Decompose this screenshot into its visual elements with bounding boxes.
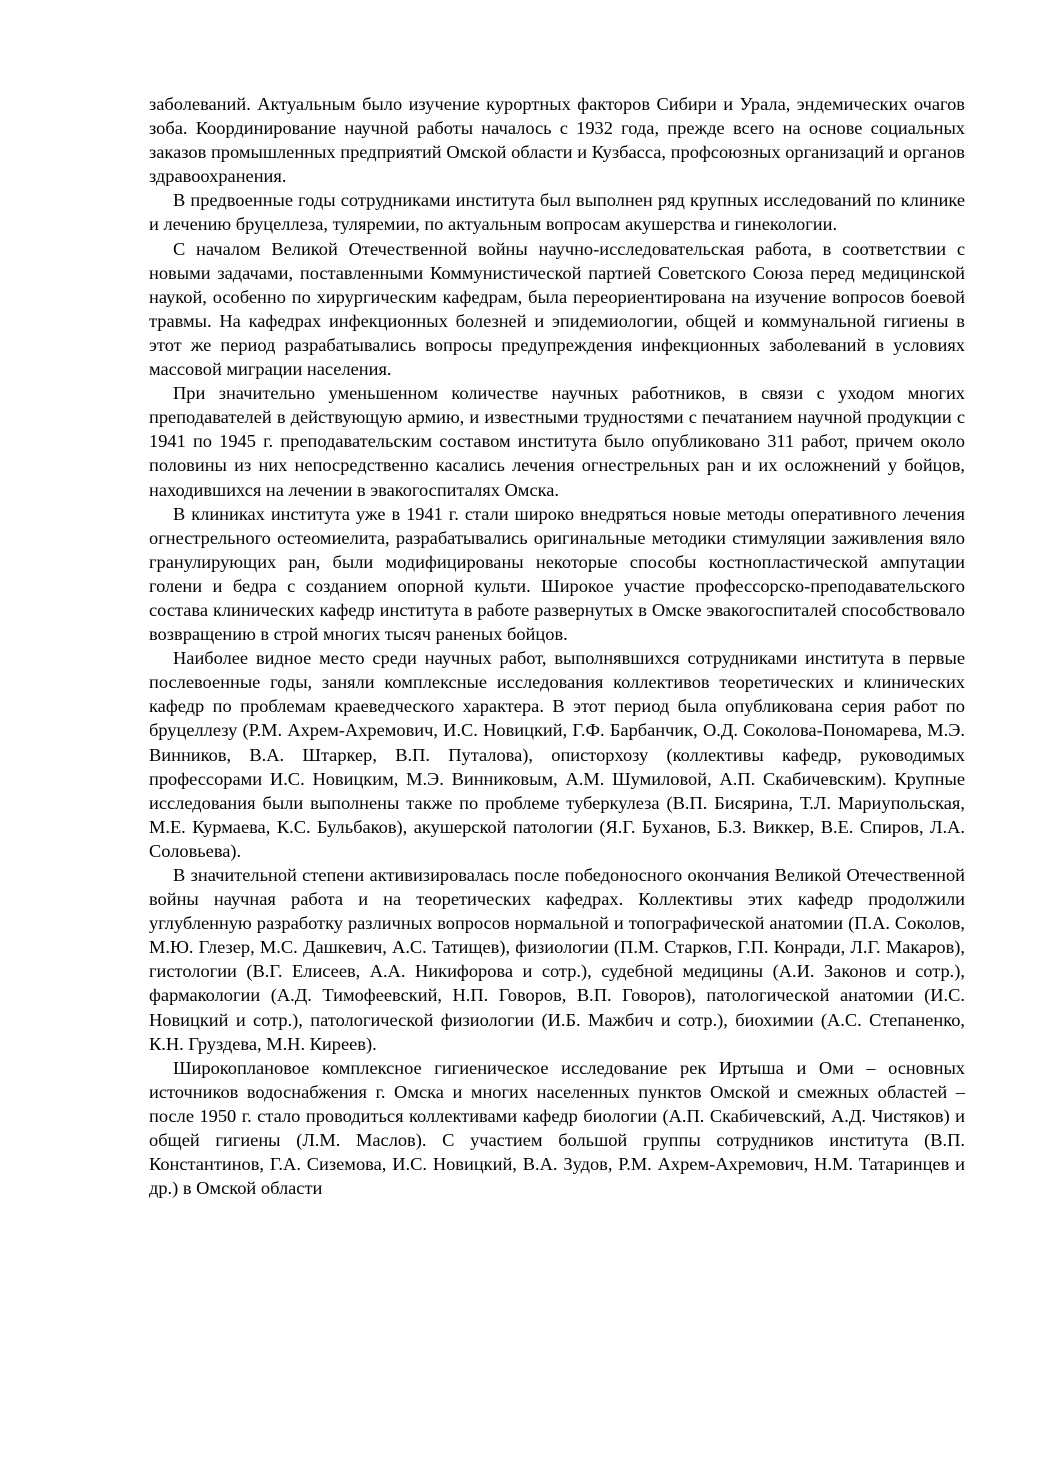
paragraph-5: В клиниках института уже в 1941 г. стали широко внедряться новые методы оперативного лечения огнестрельного остеомиелита, разрабатывались оригинальные методики стимуляции заживления вяло гранулирующих ран, были модифицированы некоторые способы костнопластической ампутации голени и бедра с созданием опорной культи. Широкое участие профессорско-преподавательского состава клинических кафедр института в работе развернутых в Омске эвакогоспиталей способствовало возвращению в строй многих тысяч раненых бойцов. [149,503,965,645]
paragraph-2: В предвоенные годы сотрудниками института был выполнен ряд крупных исследований по клинике и лечению бруцеллеза, туляремии, по актуальным вопросам акушерства и гинекологии. [149,190,965,235]
paragraph-4: При значительно уменьшенном количестве научных работников, в связи с уходом многих преподавателей в действующую армию, и известными трудностями с печатанием научной продукции с 1941 по 1945 г. преподавательским составом института было опубликовано 311 работ, причем около половины из них непосредственно касались лечения огнестрельных ран и их осложнений у бойцов, находившихся на лечении в эвакогоспиталях Омска. [149,383,965,500]
paragraph-1: заболеваний. Актуальным было изучение курортных факторов Сибири и Урала, эндемических очагов зоба. Координирование научной работы началось с 1932 года, прежде всего на основе социальных заказов промышленных предприятий Омской области и Кузбасса, профсоюзных организаций и органов здравоохранения. [149,94,965,187]
paragraph-3: С началом Великой Отечественной войны научно-исследовательская работа, в соответствии с новыми задачами, поставленными Коммунистической партией Советского Союза перед медицинской наукой, особенно по хирургическим кафедрам, была переориентирована на изучение вопросов боевой травмы. На кафедрах инфекционных болезней и эпидемиологии, общей и коммунальной гигиены в этот же период разрабатывались вопросы предупреждения инфекционных заболеваний в условиях массовой миграции населения. [149,238,965,380]
paragraph-7: В значительной степени активизировалась после победоносного окончания Великой Отечественной войны научная работа и на теоретических кафедрах. Коллективы этих кафедр продолжили углубленную разработку различных вопросов нормальной и топографической анатомии (П.А. Соколов, М.Ю. Глезер, М.С. Дашкевич, А.С. Татищев), физиологии (П.М. Старков, Г.П. Конради, Л.Г. Макаров), гистологии (В.Г. Елисеев, А.А. Никифорова и сотр.), судебной медицины (А.И. Законов и сотр.), фармакологии (А.Д. Тимофеевский, Н.П. Говоров, В.П. Говоров), патологической анатомии (И.С. Новицкий и сотр.), патологической физиологии (И.Б. Мажбич и сотр.), биохимии (А.С. Степаненко, К.Н. Груздева, М.Н. Киреев). [149,865,965,1054]
paragraph-6: Наиболее видное место среди научных работ, выполнявшихся сотрудниками института в первые послевоенные годы, заняли комплексные исследования коллективов теоретических и клинических кафедр по проблемам краеведческого характера. В этот период была опубликована серия работ по бруцеллезу (Р.М. Ахрем-Ахремович, И.С. Новицкий, Г.Ф. Барбанчик, О.Д. Соколова-Пономарева, М.Э. Винников, В.А. Штаркер, В.П. Путалова), описторхозу (коллективы кафедр, руководимых профессорами И.С. Новицким, М.Э. Винниковым, А.М. Шумиловой, А.П. Скабичевским). Крупные исследования были выполнены также по проблеме туберкулеза (В.П. Бисярина, Т.Л. Мариупольская, М.Е. Курмаева, К.С. Бульбаков), акушерской патологии (Я.Г. Буханов, Б.З. Виккер, В.Е. Спиров, Л.А. Соловьева). [149,648,965,861]
document-page [149,92,965,1200]
paragraph-8: Широкоплановое комплексное гигиеническое исследование рек Иртыша и Оми – основных источников водоснабжения г. Омска и многих населенных пунктов Омской и смежных областей – после 1950 г. стало проводиться коллективами кафедр биологии (А.П. Скабичевский, А.Д. Чистяков) и общей гигиены (Л.М. Маслов). С участием большой группы сотрудников института (В.П. Константинов, Г.А. Сиземова, И.С. Новицкий, В.А. Зудов, Р.М. Ахрем-Ахремович, Н.М. Татаринцев и др.) в Омской области [149,1057,965,1199]
